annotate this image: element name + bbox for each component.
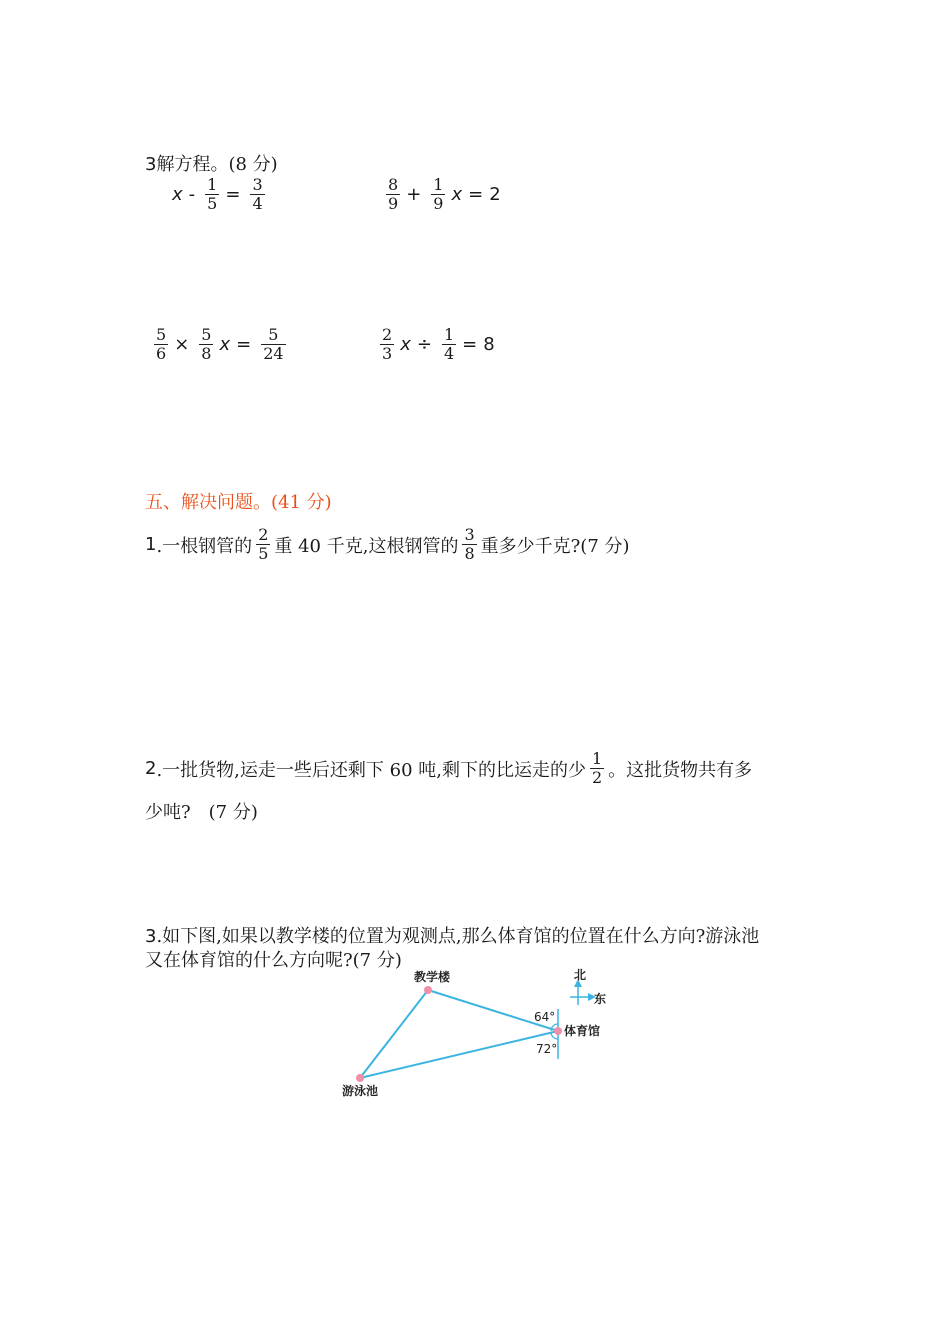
fraction: [205, 176, 219, 213]
angle-72-label: 72°: [536, 1042, 558, 1056]
operator: ÷: [416, 334, 432, 355]
variable-x: x: [400, 334, 411, 355]
fraction: [380, 326, 394, 363]
numerator: 2: [258, 525, 269, 544]
numerator: 1: [433, 175, 444, 194]
problem-text: 重 40 千克,这根钢管的: [274, 535, 459, 557]
equation-4: [376, 326, 501, 363]
problem-text: .如下图,如果以教学楼的位置为观测点,那么体育馆的位置在什么方向?游泳池: [156, 926, 760, 947]
denominator: 4: [252, 194, 263, 213]
denominator: 3: [382, 344, 393, 363]
equals-sign: =: [468, 184, 484, 205]
problem-3: [145, 922, 759, 948]
right-hand-side: 8: [483, 334, 495, 355]
numerator: 3: [252, 175, 263, 194]
fraction: [154, 326, 168, 363]
section-5-title: 五、解决问题。(41 分): [145, 492, 332, 513]
numerator: 2: [382, 325, 393, 344]
denominator: 9: [388, 194, 399, 213]
denominator: 2: [591, 768, 603, 787]
operator: ×: [174, 334, 190, 355]
numerator: 8: [388, 175, 399, 194]
problem-number: 2: [145, 758, 157, 779]
problem-text: .一根钢管的: [156, 535, 253, 557]
pool-label: 游泳池: [342, 1084, 379, 1098]
direction-diagram: [330, 965, 630, 1105]
fraction: [386, 176, 400, 213]
numerator: 5: [268, 325, 279, 344]
building-point: [424, 986, 432, 994]
problem-text: 重多少千克?(7 分): [480, 535, 630, 557]
operator: +: [406, 184, 422, 205]
numerator: 3: [464, 525, 475, 544]
denominator: 6: [156, 344, 167, 363]
gym-point: [554, 1027, 562, 1035]
numerator: 5: [156, 325, 167, 344]
denominator: 4: [443, 344, 455, 363]
denominator: 8: [201, 344, 212, 363]
denominator: 5: [258, 544, 269, 563]
fraction: [462, 526, 476, 563]
question-text: 解方程。(8 分): [156, 154, 278, 175]
numerator: 1: [443, 325, 455, 344]
problem-1: [145, 526, 630, 563]
variable-x: x: [451, 184, 463, 205]
operator: -: [188, 184, 196, 205]
equals-sign: =: [236, 334, 252, 355]
equation-3: [150, 326, 292, 363]
problem-2-line-2: 少吨? (7 分): [145, 802, 258, 823]
problem-3-line-2: 又在体育馆的什么方向呢?(7 分): [145, 950, 402, 971]
right-hand-side: 2: [489, 184, 501, 205]
fraction: [261, 326, 285, 363]
gym-label: 体育馆: [564, 1024, 601, 1038]
equals-sign: =: [462, 334, 478, 355]
denominator: 9: [433, 194, 444, 213]
fraction: [590, 750, 604, 787]
angle-64-label: 64°: [534, 1010, 556, 1024]
question-number: 3: [145, 154, 157, 175]
fraction: [431, 176, 445, 213]
question-3-title: [145, 150, 278, 176]
problem-text: 。这批货物共有多: [608, 759, 753, 781]
numerator: 1: [207, 175, 218, 194]
problem-2: [145, 750, 752, 787]
variable-x: x: [219, 334, 231, 355]
denominator: 5: [207, 194, 218, 213]
problem-text: .一批货物,运走一些后还剩下 60 吨,剩下的比运走的少: [156, 759, 586, 781]
fraction: [442, 326, 456, 363]
variable-x: x: [172, 184, 183, 205]
denominator: 8: [464, 544, 475, 563]
equals-sign: =: [225, 184, 241, 205]
numerator: 5: [201, 325, 212, 344]
problem-number: 1: [145, 534, 157, 555]
north-label: 北: [574, 968, 587, 982]
fraction: [199, 326, 213, 363]
problem-number: 3: [145, 926, 157, 947]
fraction: [250, 176, 264, 213]
numerator: 1: [591, 749, 603, 768]
building-label: 教学楼: [414, 970, 451, 984]
denominator: 24: [263, 344, 284, 363]
east-label: 东: [594, 992, 607, 1006]
fraction: [256, 526, 270, 563]
pool-point: [356, 1074, 364, 1082]
equation-2: [382, 176, 507, 213]
equation-1: [172, 176, 271, 213]
